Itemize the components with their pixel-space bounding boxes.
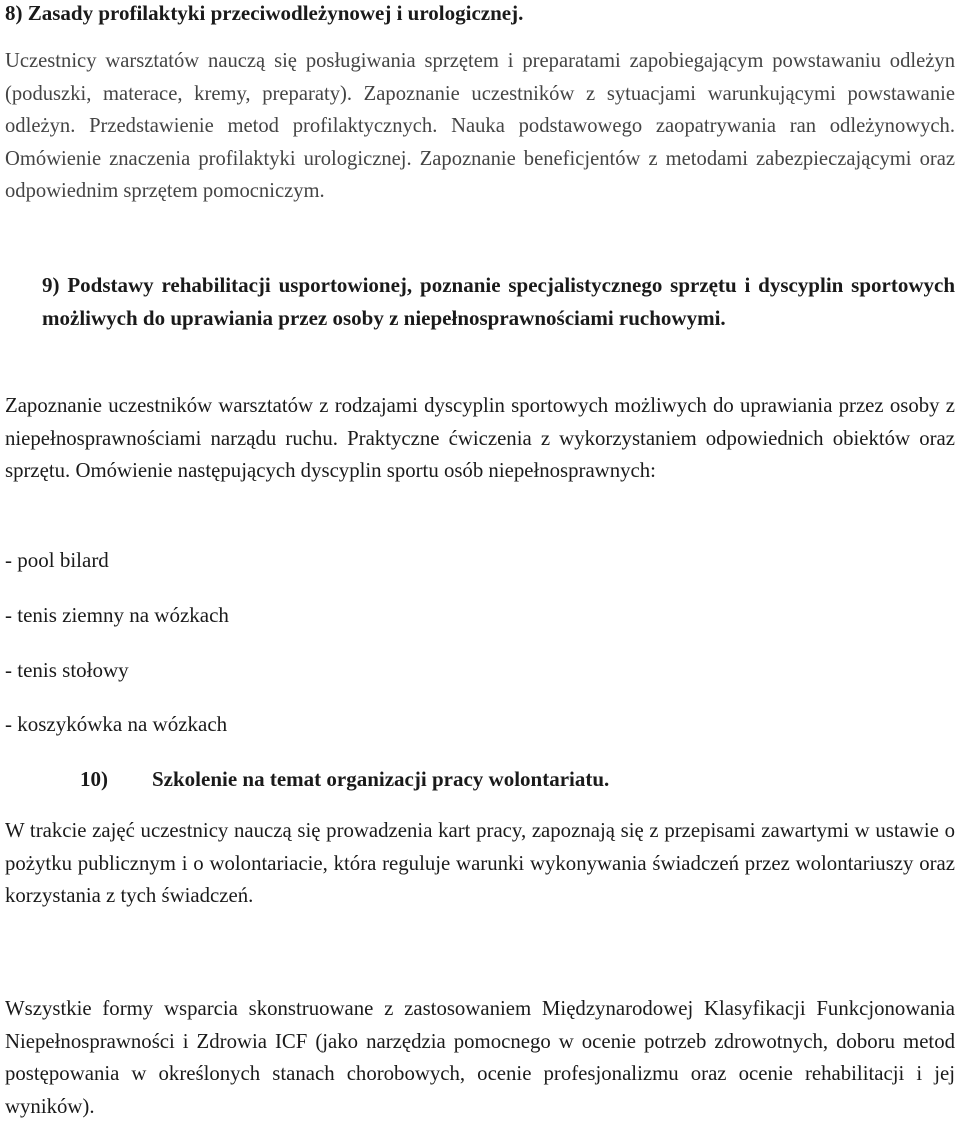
section-10-number: 10) — [80, 767, 108, 791]
section-9-paragraph — [5, 390, 955, 488]
section-10-paragraph — [5, 815, 955, 913]
list-item: - koszykówka na wózkach — [5, 712, 228, 736]
section-9-heading: 9) Podstawy rehabilitacji usportowionej, poznanie specjalistycznego sprzętu i dyscyplin sportowych możliwych do uprawiania przez osoby z niepełnosprawnościami ruchowymi. — [42, 273, 955, 330]
section-10-title: Szkolenie na temat organizacji pracy wolontariatu. — [152, 767, 610, 791]
list-item: - tenis stołowy — [5, 658, 129, 682]
section-8-paragraph — [5, 45, 955, 208]
closing-paragraph — [5, 993, 955, 1123]
section-9-body: Zapoznanie uczestników warsztatów z rodzajami dyscyplin sportowych możliwych do uprawiania przez osoby z niepełnosprawnościami narządu ruchu. Praktyczne ćwiczenia z wykorzystaniem odpowiednich obiektów oraz sprzętu. Omówienie następujących dyscyplin sportu osób niepełnosprawnych: — [5, 394, 955, 482]
closing-body: Wszystkie formy wsparcia skonstruowane z zastosowaniem Międzynarodowej Klasyfikacji Funkcjonowania Niepełnosprawności i Zdrowia ICF (jako narzędzia pomocnego w ocenie potrzeb zdrowotnych, doboru metod postępowania w określonych stanach chorobowych, ocenie profesjonalizmu oraz ocenie rehabilitacji i jej wyników). — [5, 997, 955, 1118]
list-item: - pool bilard — [5, 548, 109, 572]
section-8-body: Uczestnicy warsztatów nauczą się posługiwania sprzętem i preparatami zapobiegającym powstawaniu odleżyn (poduszki, materace, kremy, preparaty). Zapoznanie uczestników z sytuacjami warunkującymi powstawanie odleżyn. Przedstawienie metod profilaktycznych. Nauka podstawowego zaopatrywania ran odleżynowych. Omówienie znaczenia profilaktyki urologicznej. Zapoznanie beneficjentów z metodami zabezpieczającymi oraz odpowiednim sprzętem pomocniczym. — [5, 50, 955, 202]
section-8-heading: 8) Zasady profilaktyki przeciwodleżynowej i urologicznej. — [5, 1, 524, 25]
section-10-body: W trakcie zajęć uczestnicy nauczą się prowadzenia kart pracy, zapoznają się z przepisami zawartymi w ustawie o pożytku publicznym i o wolontariacie, która reguluje warunki wykonywania świadczeń przez wolontariuszy oraz korzystania z tych świadczeń. — [5, 819, 955, 907]
list-item: - tenis ziemny na wózkach — [5, 603, 229, 627]
section-10-heading — [80, 763, 609, 795]
